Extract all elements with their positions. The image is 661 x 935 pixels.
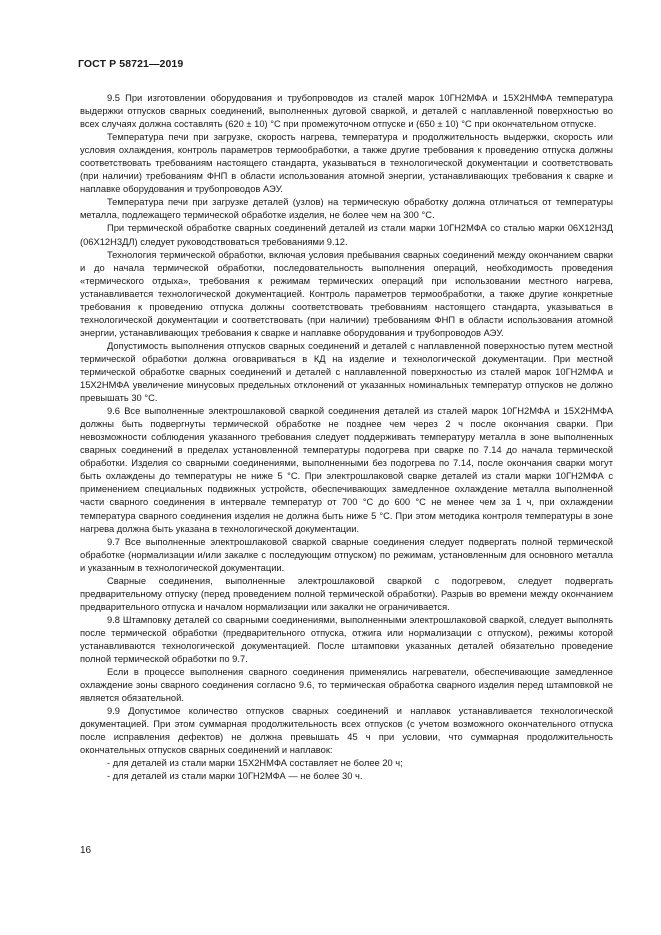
- paragraph: При термической обработке сварных соединений деталей из стали марки 10ГН2МФА со сталью марки 06Х12Н3Д (06Х12Н3ДЛ) следует руководствоваться требованиями 9.12.: [80, 223, 613, 247]
- paragraph: Сварные соединения, выполненные электрошлаковой сваркой с подогревом, следует подвергать предварительному отпуску (перед проведением полной термической обработки). Разрыв во времени между окончанием предварительного отпуска и началом нормализации или закалки не ограничивается.: [80, 575, 613, 612]
- document-body: [80, 92, 613, 783]
- list-item: - для деталей из стали марки 10ГН2МФА — не более 30 ч.: [107, 771, 363, 782]
- paragraph: Технология термической обработки, включая условия пребывания сварных соединений между окончанием сварки и до начала термической обработки, последовательность выполнения операций, необходимость проведения «термического отдыха», требования к режимам термических операций при использовании местного нагрева, устанавливается технологической документацией. Контроль параметров термообработки, а также другие конкретные требования к проведению отпуска должны соответствовать требованиям настоящего стандарта, указываться в технологической документации и соответствовать (при наличии) требованиям ФНП в области использования атомной энергии, устанавливающих требования к сварке и наплавке оборудования и трубопроводов АЭУ.: [80, 249, 613, 338]
- paragraph-9-7: 9.7 Все выполненные электрошлаковой сваркой сварные соединения следует подвергать полной термической обработке (нормализации и/или закалке с последующим отпуском) по режимам, установленным для основного металла и указанным в технологической документации.: [80, 536, 613, 573]
- paragraph: Если в процессе выполнения сварного соединения применялись нагреватели, обеспечивающие замедленное охлаждение зоны сварного соединения согласно 9.6, то термическая обработка сварного изделия перед штамповкой не является обязательной.: [80, 667, 613, 704]
- document-header: ГОСТ Р 58721—2019: [78, 58, 184, 70]
- paragraph-9-8: 9.8 Штамповку деталей со сварными соединениями, выполненными электрошлаковой сваркой, следует выполнять после термической обработки (предварительного отпуска, отжига или нормализации с отпуском), режимы которой устанавливаются технологической документацией. После штамповки указанных деталей обязательно проведение полной термической обработки по 9.7.: [80, 614, 613, 665]
- paragraph-9-5: 9.5 При изготовлении оборудования и трубопроводов из сталей марок 10ГН2МФА и 15Х2НМФА температура выдержки отпусков сварных соединений, выполненных дуговой сваркой, и деталей с наплавленной поверхностью во всех случаях должна составлять (620 ± 10) °С при промежуточном отпуске и (650 ± 10) °С при окончательном отпуске.: [80, 93, 613, 130]
- paragraph-9-9: 9.9 Допустимое количество отпусков сварных соединений и наплавок устанавливается технологической документацией. При этом суммарная продолжительность всех отпусков (с учетом возможного окончательного отпуска после исправления дефектов) не должна превышать 45 ч при условии, что суммарная продолжительность окончательных отпусков сварных соединений и наплавок:: [80, 706, 613, 756]
- paragraph: Температура печи при загрузке, скорость нагрева, температура и продолжительность выдержки, скорость или условия охлаждения, контроль параметров термообработки, а также другие требования к проведению отпуска должны соответствовать требованиям настоящего стандарта, указываться в технологической документации и соответствовать (при наличии) требованиям ФНП в области использования атомной энергии, устанавливающих требования к сварке и наплавке оборудования и трубопроводов АЭУ.: [80, 132, 613, 195]
- paragraph: Допустимость выполнения отпусков сварных соединений и деталей с наплавленной поверхностью путем местной термической обработки должна оговариваться в КД на изделие и технологической документации. При местной термической обработке сварных соединений и деталей с наплавленной поверхностью из сталей марок 10ГН2МФА и 15Х2НМФА увеличение минусовых предельных отклонений от указанных номинальных температур отпусков не должно превышать 30 °С.: [80, 340, 613, 404]
- paragraph: Температура печи при загрузке деталей (узлов) на термическую обработку должна отличаться от температуры металла, подлежащего термической обработке изделия, не более чем на 300 °С.: [80, 197, 613, 221]
- page-number: 16: [80, 845, 92, 856]
- list-item: - для деталей из стали марки 15Х2НМФА составляет не более 20 ч;: [107, 758, 403, 769]
- paragraph-9-6: 9.6 Все выполненные электрошлаковой сваркой соединения деталей из сталей марок 10ГН2МФА и 15Х2НМФА должны быть подвергнуты термической обработке не позднее чем через 2 ч после окончания сварки. При невозможности соблюдения указанного требования следует поддерживать температуру металла в зоне выполненных сварных соединений в пределах установленной температуры подогрева при сварке по 7.14 до начала термической обработки. Изделия со сварными соединениями, выполненными без подогрева по 7.14, после окончания сварки могут быть охлаждены до температуры не ниже 5 °С. При электрошлаковой сварке деталей из стали марки 10ГН2МФА с применением специальных подвижных устройств, обеспечивающих замедленное охлаждение металла выполненной части сварного соединения в интервале температур от 700 °С до 600 °С не менее чем за 1 ч, при охлаждении температура сварного соединения изделия не должна быть ниже 5 °С. При этом методика контроля температуры в зоне нагрева должна быть указана в технологической документации.: [80, 406, 613, 534]
